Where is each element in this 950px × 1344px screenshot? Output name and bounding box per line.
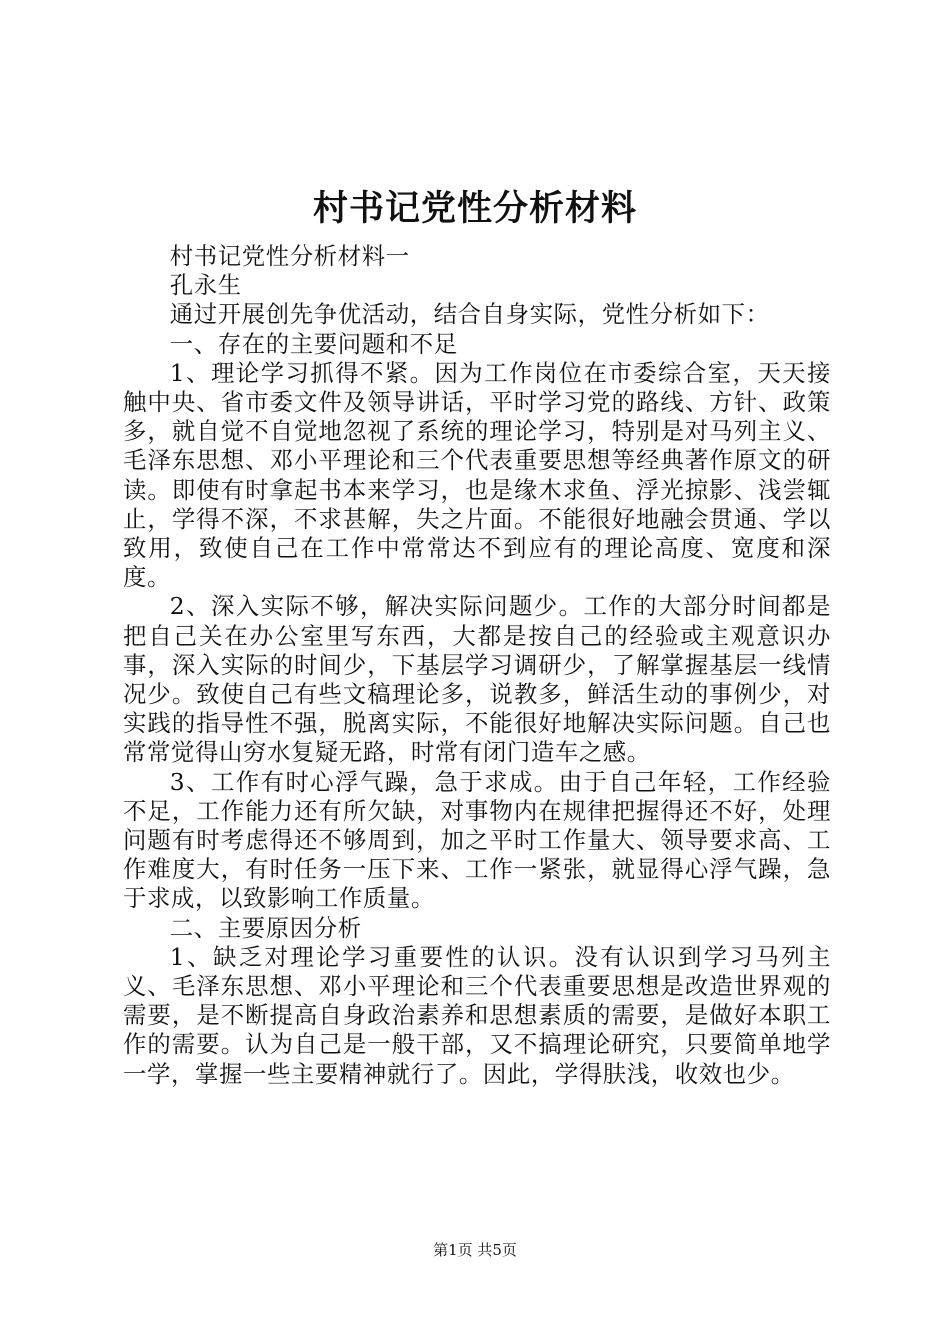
intro-paragraph: 通过开展创先争优活动，结合自身实际，党性分析如下：	[169, 300, 770, 329]
cause-paragraph-1: 1、缺乏对理论学习重要性的认识。没有认识到学习马列主义、毛泽东思想、邓小平理论和三个代表重要思想是改造世界观的需要，是不断提高自身政治素养和思想素质的需要，是做好本职工作的需要。认为自己是一般干部，又不搞理论研究，只要简单地学一学，掌握一些主要精神就行了。因此，学得肤浅，收效也少。	[123, 942, 831, 1088]
document-body	[123, 242, 831, 1089]
problem-paragraph-2: 2、深入实际不够，解决实际问题少。工作的大部分时间都是把自己关在办公室里写东西，大都是按自己的经验或主观意识办事，深入实际的时间少，下基层学习调研少，了解掌握基层一线情况少。致使自己有些文稿理论多，说教多，鲜活生动的事例少，对实践的指导性不强，脱离实际，不能很好地解决实际问题。自己也常常觉得山穷水复疑无路，时常有闭门造车之感。	[123, 592, 831, 767]
problem-paragraph-1: 1、理论学习抓得不紧。因为工作岗位在市委综合室，天天接触中央、省市委文件及领导讲话，平时学习党的路线、方针、政策多，就自觉不自觉地忽视了系统的理论学习，特别是对马列主义、毛泽东思想、邓小平理论和三个代表重要思想等经典著作原文的研读。即使有时拿起书本来学习，也是缘木求鱼、浮光掠影、浅尝辄止，学得不深，不求甚解，失之片面。不能很好地融会贯通、学以致用，致使自己在工作中常常达不到应有的理论高度、宽度和深度。	[123, 358, 831, 592]
problem-paragraph-3: 3、工作有时心浮气躁，急于求成。由于自己年轻，工作经验不足，工作能力还有所欠缺，对事物内在规律把握得还不好，处理问题有时考虑得还不够周到，加之平时工作量大、领导要求高、工作难度大，有时任务一压下来、工作一紧张，就显得心浮气躁，急于求成，以致影响工作质量。	[123, 767, 831, 913]
document-title: 村书记党性分析材料	[312, 188, 637, 229]
section-heading-problems: 一、存在的主要问题和不足	[169, 329, 458, 358]
section-heading-causes: 二、主要原因分析	[169, 913, 362, 942]
page-footer: 第1页 共5页	[433, 1241, 517, 1259]
subtitle-paragraph: 村书记党性分析材料一	[169, 242, 410, 270]
author-paragraph: 孔永生	[169, 271, 242, 300]
